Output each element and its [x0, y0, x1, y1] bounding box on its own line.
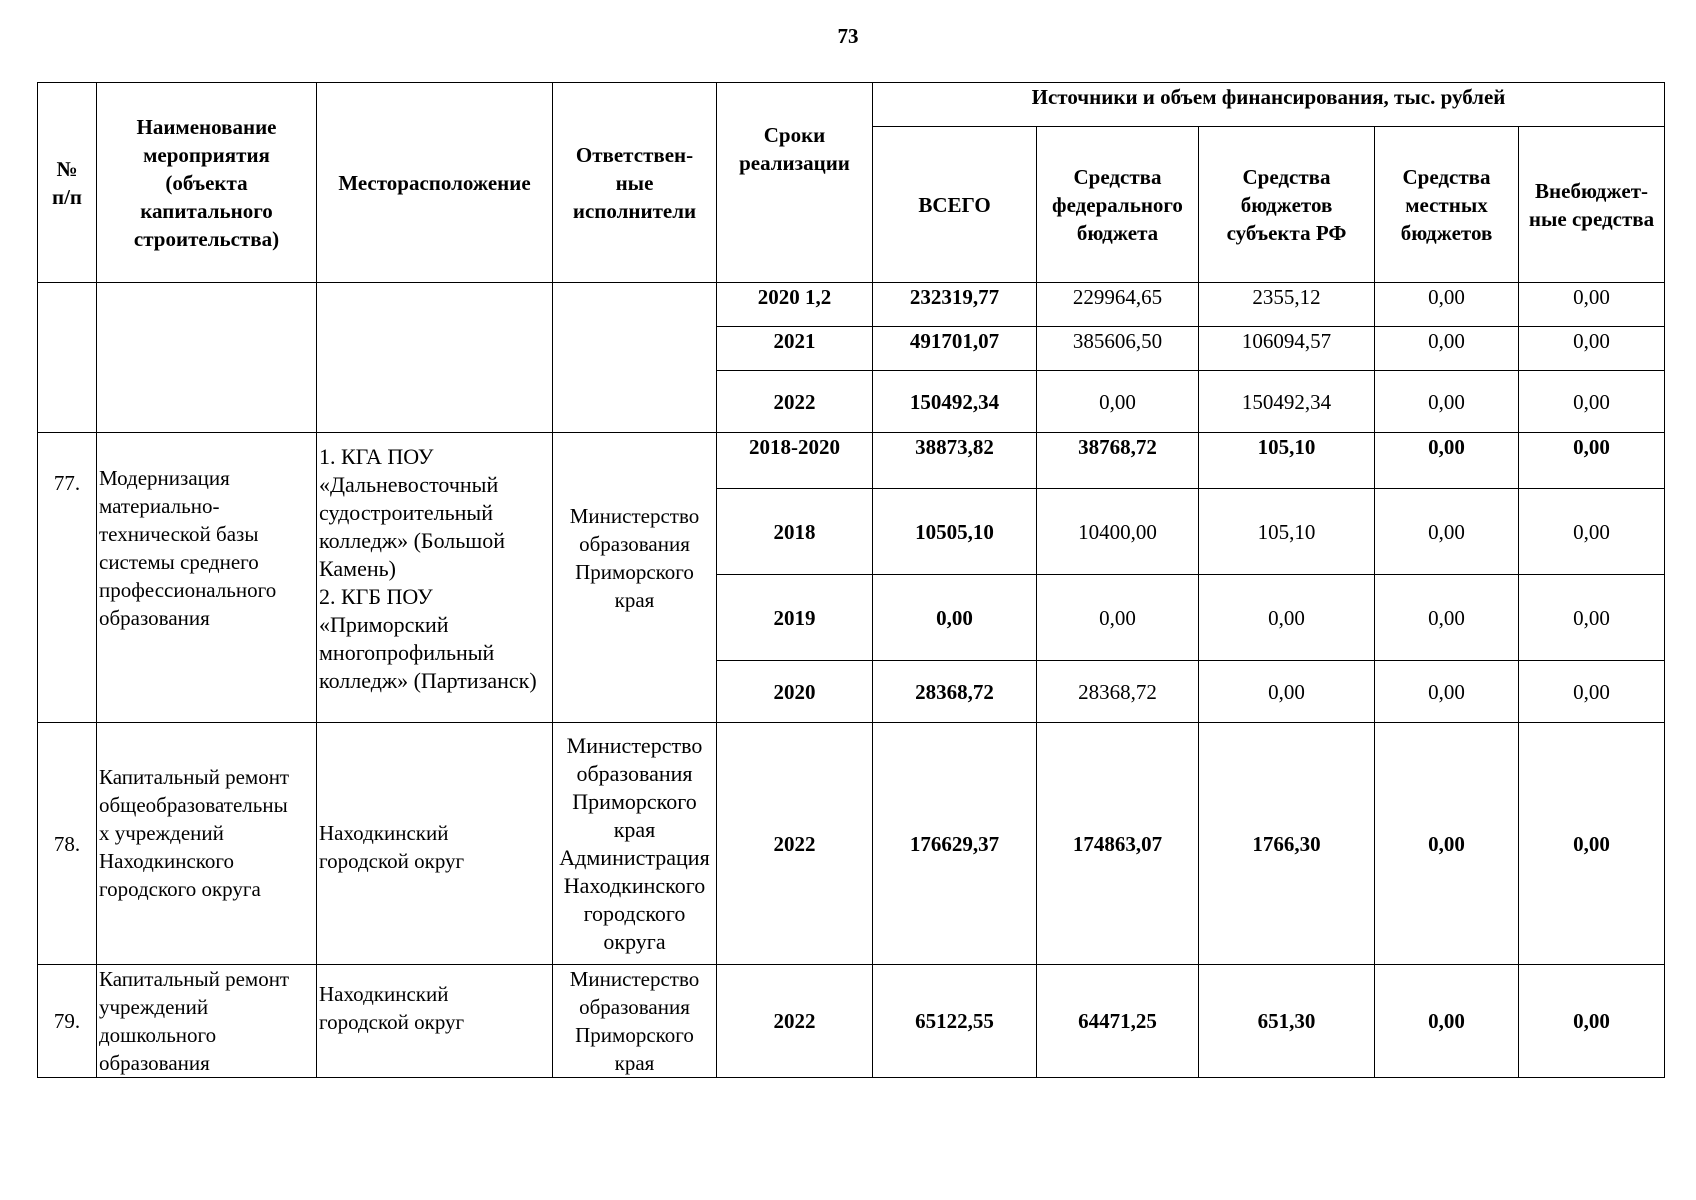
- cell-year: 2020: [717, 661, 873, 723]
- cell-name: Капитальный ремонт учреждений дошкольного образования: [97, 965, 317, 1078]
- cell-extra: 0,00: [1519, 283, 1665, 327]
- cell-regional: 0,00: [1199, 575, 1375, 661]
- cell-location: Находкинский городской округ: [317, 965, 553, 1078]
- cell-local: 0,00: [1375, 327, 1519, 371]
- cell-extra: 0,00: [1519, 489, 1665, 575]
- cell-local: 0,00: [1375, 371, 1519, 433]
- cell-regional: 1766,30: [1199, 723, 1375, 965]
- cell-location: [317, 283, 553, 433]
- page-number: 73: [837, 24, 859, 48]
- col-header-total: ВСЕГО: [873, 127, 1037, 283]
- table-row: [38, 723, 1665, 965]
- col-header-regional: Средства бюджетов субъекта РФ: [1199, 127, 1375, 283]
- cell-federal: 0,00: [1037, 575, 1199, 661]
- cell-regional: 2355,12: [1199, 283, 1375, 327]
- cell-no: 79.: [38, 965, 97, 1078]
- funding-table: [37, 82, 1665, 1078]
- table-row: [38, 965, 1665, 1078]
- cell-year: 2018-2020: [717, 433, 873, 489]
- cell-extra: 0,00: [1519, 661, 1665, 723]
- cell-federal: 38768,72: [1037, 433, 1199, 489]
- table-row: [38, 283, 1665, 327]
- col-header-location: Месторасположение: [317, 83, 553, 283]
- col-header-terms: Сроки реализации: [717, 83, 873, 283]
- cell-federal: 28368,72: [1037, 661, 1199, 723]
- cell-local: 0,00: [1375, 283, 1519, 327]
- cell-regional: 106094,57: [1199, 327, 1375, 371]
- cell-regional: 651,30: [1199, 965, 1375, 1078]
- cell-local: 0,00: [1375, 489, 1519, 575]
- cell-year: 2018: [717, 489, 873, 575]
- cell-regional: 105,10: [1199, 489, 1375, 575]
- cell-total: 38873,82: [873, 433, 1037, 489]
- cell-total: 10505,10: [873, 489, 1037, 575]
- cell-extra: 0,00: [1519, 575, 1665, 661]
- cell-total: 28368,72: [873, 661, 1037, 723]
- table-row: [38, 433, 1665, 489]
- cell-federal: 385606,50: [1037, 327, 1199, 371]
- col-header-federal: Средства федерального бюджета: [1037, 127, 1199, 283]
- cell-total: 0,00: [873, 575, 1037, 661]
- cell-local: 0,00: [1375, 661, 1519, 723]
- cell-location: 1. КГА ПОУ «Дальневосточный судостроительный колледж» (Большой Камень) 2. КГБ ПОУ «Приморский многопрофильный колледж» (Партизанск): [317, 433, 553, 723]
- col-header-executors: Ответствен- ные исполнители: [553, 83, 717, 283]
- cell-executors: [553, 283, 717, 433]
- cell-total: 232319,77: [873, 283, 1037, 327]
- cell-regional: 0,00: [1199, 661, 1375, 723]
- cell-regional: 105,10: [1199, 433, 1375, 489]
- cell-year: 2019: [717, 575, 873, 661]
- cell-year: 2021: [717, 327, 873, 371]
- cell-name: Капитальный ремонт общеобразовательны х учреждений Находкинского городского округа: [97, 723, 317, 965]
- cell-extra: 0,00: [1519, 327, 1665, 371]
- cell-extra: 0,00: [1519, 965, 1665, 1078]
- cell-local: 0,00: [1375, 723, 1519, 965]
- col-header-local: Средства местных бюджетов: [1375, 127, 1519, 283]
- cell-name: [97, 283, 317, 433]
- cell-regional: 150492,34: [1199, 371, 1375, 433]
- cell-year: 2022: [717, 723, 873, 965]
- cell-year: 2020 1,2: [717, 283, 873, 327]
- cell-extra: 0,00: [1519, 433, 1665, 489]
- cell-total: 150492,34: [873, 371, 1037, 433]
- cell-executors: Министерство образования Приморского края: [553, 433, 717, 723]
- col-header-name: Наименование мероприятия (объекта капитального строительства): [97, 83, 317, 283]
- cell-local: 0,00: [1375, 575, 1519, 661]
- cell-year: 2022: [717, 371, 873, 433]
- cell-location: Находкинский городской округ: [317, 723, 553, 965]
- cell-year: 2022: [717, 965, 873, 1078]
- cell-no: 78.: [38, 723, 97, 965]
- cell-no: [38, 283, 97, 433]
- col-header-funding-group: Источники и объем финансирования, тыс. рублей: [873, 83, 1665, 127]
- cell-local: 0,00: [1375, 965, 1519, 1078]
- cell-local: 0,00: [1375, 433, 1519, 489]
- cell-federal: 64471,25: [1037, 965, 1199, 1078]
- cell-total: 176629,37: [873, 723, 1037, 965]
- cell-total: 65122,55: [873, 965, 1037, 1078]
- cell-executors: Министерство образования Приморского края: [553, 965, 717, 1078]
- cell-extra: 0,00: [1519, 723, 1665, 965]
- cell-no: 77.: [38, 433, 97, 723]
- cell-extra: 0,00: [1519, 371, 1665, 433]
- cell-name: Модернизация материально- технической базы системы среднего профессионального образования: [97, 433, 317, 723]
- cell-total: 491701,07: [873, 327, 1037, 371]
- cell-federal: 0,00: [1037, 371, 1199, 433]
- cell-federal: 229964,65: [1037, 283, 1199, 327]
- cell-federal: 174863,07: [1037, 723, 1199, 965]
- col-header-extra: Внебюджет- ные средства: [1519, 127, 1665, 283]
- col-header-no: № п/п: [38, 83, 97, 283]
- cell-federal: 10400,00: [1037, 489, 1199, 575]
- cell-executors: Министерство образования Приморского края Администрация Находкинского городского округа: [553, 723, 717, 965]
- header-row-1: [38, 83, 1665, 127]
